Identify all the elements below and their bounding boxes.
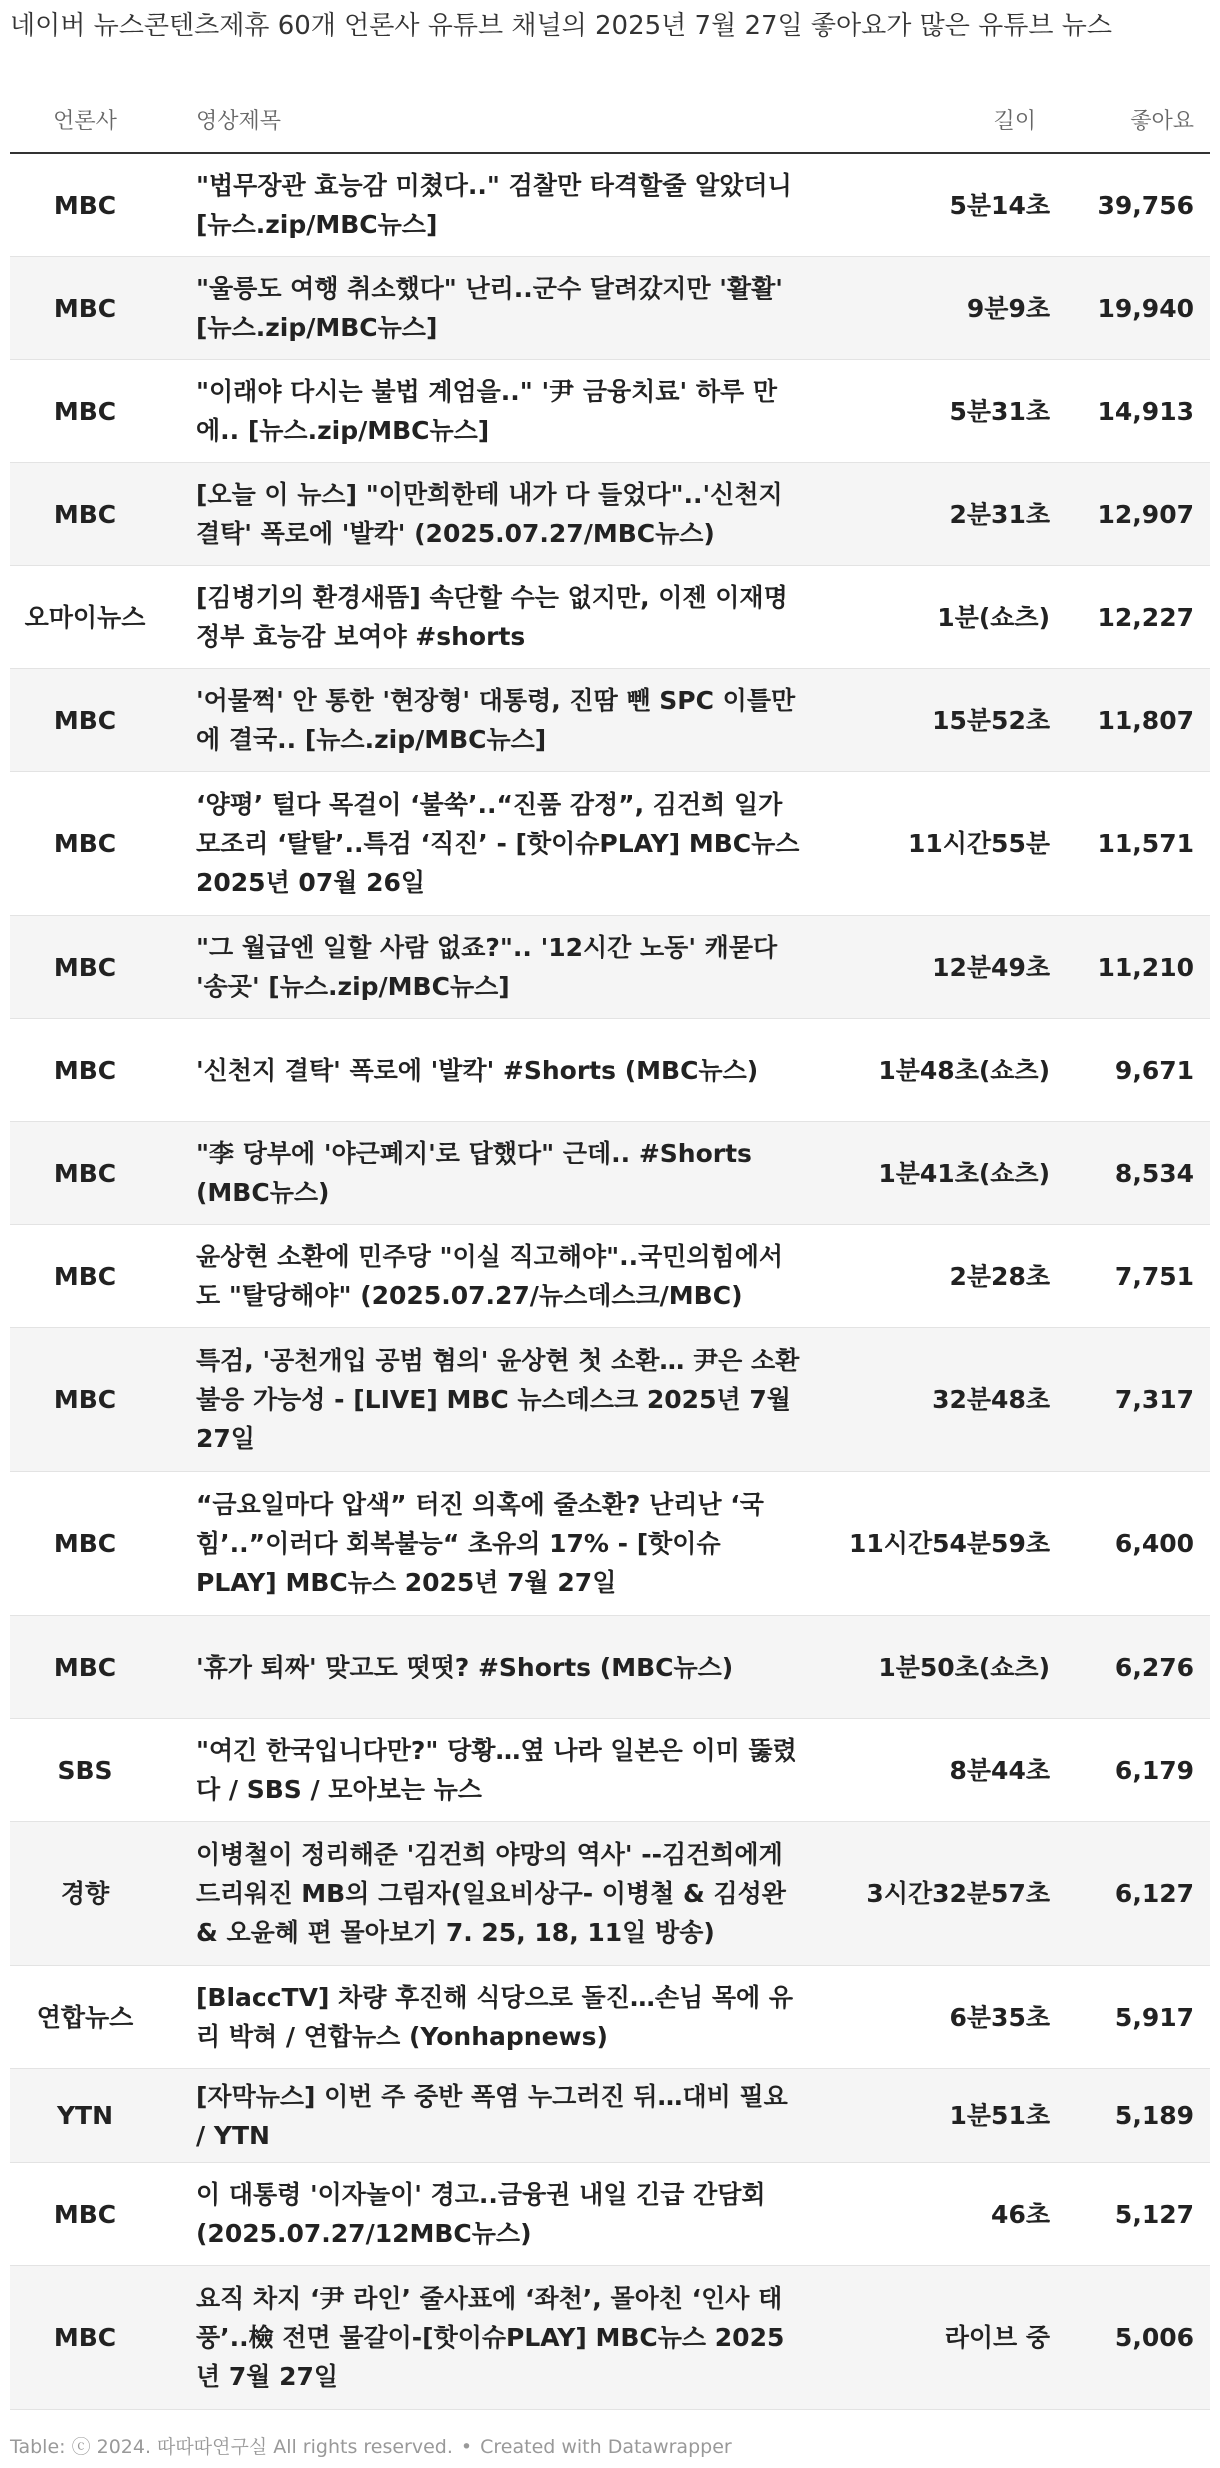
likes-cell: 7,751 — [1114, 1261, 1194, 1291]
length-cell: 8분44초 — [949, 1755, 1050, 1785]
video-title-cell: [오늘 이 뉴스] "이만희한테 내가 다 들었다"..'신천지 결탁' 폭로에 '발칵' (2025.07.27/MBC뉴스) — [196, 480, 783, 548]
table-row — [10, 1122, 1210, 1225]
length-cell: 15분52초 — [932, 705, 1050, 735]
outlet-cell: MBC — [53, 293, 117, 323]
likes-cell: 9,671 — [1114, 1055, 1194, 1085]
outlet-cell: 연합뉴스 — [36, 2002, 134, 2032]
length-cell: 1분(쇼츠) — [937, 602, 1050, 632]
table-row — [10, 2163, 1210, 2266]
outlet-cell: MBC — [53, 2199, 117, 2229]
outlet-cell: 오마이뉴스 — [24, 602, 146, 632]
table-row — [10, 154, 1210, 257]
likes-cell: 12,907 — [1097, 499, 1194, 529]
likes-cell: 11,210 — [1097, 952, 1194, 982]
video-title-cell: “금요일마다 압색” 터진 의혹에 줄소환? 난리난 ‘국힘’..”이러다 회복불능“ 초유의 17% - [핫이슈PLAY] MBC뉴스 2025년 7월 27일 — [196, 1490, 764, 1597]
table-row — [10, 360, 1210, 463]
length-cell: 12분49초 — [932, 952, 1050, 982]
outlet-cell: MBC — [53, 829, 117, 858]
length-cell: 5분14초 — [949, 190, 1050, 220]
video-title-cell: ‘양평’ 털다 목걸이 ‘불쑥’..“진품 감정”, 김건희 일가 모조리 ‘탈탈’..특검 ‘직진’ - [핫이슈PLAY] MBC뉴스 2025년 07월 26일 — [196, 790, 800, 897]
length-cell: 1분48초(쇼츠) — [878, 1055, 1050, 1085]
likes-cell: 5,006 — [1114, 2323, 1194, 2352]
video-title-cell: [김병기의 환경새뜸] 속단할 수는 없지만, 이젠 이재명 정부 효능감 보여야 #shorts — [196, 583, 788, 651]
length-cell: 1분51초 — [949, 2101, 1050, 2130]
likes-cell: 6,400 — [1114, 1529, 1194, 1558]
length-cell: 2분28초 — [949, 1261, 1050, 1291]
footer-created-with: Created with Datawrapper — [480, 2436, 732, 2458]
likes-cell: 8,534 — [1114, 1158, 1194, 1188]
likes-cell: 11,571 — [1097, 829, 1194, 858]
outlet-cell: MBC — [53, 396, 117, 426]
video-title-cell: '신천지 결탁' 폭로에 '발칵' #Shorts (MBC뉴스) — [196, 1055, 759, 1085]
length-cell: 1분50초(쇼츠) — [878, 1652, 1050, 1682]
column-header-likes: 좋아요 — [1130, 108, 1194, 134]
length-cell: 9분9초 — [966, 293, 1050, 323]
length-cell: 2분31초 — [949, 499, 1050, 529]
table-row — [10, 566, 1210, 669]
table-row — [10, 257, 1210, 360]
page-title: 네이버 뉴스콘텐츠제휴 60개 언론사 유튜브 채널의 2025년 7월 27일 좋아요가 많은 유튜브 뉴스 — [10, 11, 1112, 41]
column-header-video-title: 영상제목 — [196, 108, 282, 134]
table-row — [10, 2266, 1210, 2410]
table-row — [10, 1225, 1210, 1328]
table-row — [10, 463, 1210, 566]
length-cell: 5분31초 — [949, 396, 1050, 426]
video-title-cell: 요직 차지 ‘尹 라인’ 줄사표에 ‘좌천’, 몰아친 ‘인사 태풍’..檢 전면 물갈이-[핫이슈PLAY] MBC뉴스 2025년 7월 27일 — [196, 2284, 785, 2391]
video-title-cell: "그 월급엔 일할 사람 없죠?".. '12시간 노동' 캐묻다 '송곳' [뉴스.zip/MBC뉴스] — [196, 933, 778, 1001]
length-cell: 라이브 중 — [944, 2323, 1050, 2352]
column-header-outlet: 언론사 — [53, 108, 117, 134]
table-row — [10, 669, 1210, 772]
length-cell: 1분41초(쇼츠) — [878, 1158, 1050, 1188]
outlet-cell: SBS — [57, 1755, 113, 1785]
outlet-cell: MBC — [53, 1055, 117, 1085]
table-row — [10, 1472, 1210, 1616]
video-title-cell: [BlaccTV] 차량 후진해 식당으로 돌진…손님 목에 유리 박혀 / 연합뉴스 (Yonhapnews) — [196, 1983, 794, 2051]
likes-cell: 5,189 — [1114, 2101, 1194, 2130]
outlet-cell: MBC — [53, 705, 117, 735]
table-row — [10, 916, 1210, 1019]
video-title-cell: [자막뉴스] 이번 주 중반 폭염 누그러진 뒤…대비 필요 / YTN — [196, 2081, 788, 2150]
video-title-cell: '휴가 퇴짜' 맞고도 떳떳? #Shorts (MBC뉴스) — [196, 1652, 734, 1682]
length-cell: 32분48초 — [932, 1385, 1050, 1414]
outlet-cell: MBC — [53, 190, 117, 220]
column-header-length: 길이 — [993, 108, 1036, 134]
table-row — [10, 2069, 1210, 2163]
outlet-cell: MBC — [53, 499, 117, 529]
video-title-cell: "이래야 다시는 불법 계엄을.." '尹 금융치료' 하루 만에.. [뉴스.zip/MBC뉴스] — [196, 377, 777, 445]
outlet-cell: MBC — [53, 1158, 117, 1188]
likes-cell: 6,276 — [1114, 1652, 1194, 1682]
video-title-cell: 윤상현 소환에 민주당 "이실 직고해야"..국민의힘에서도 "탈당해야" (2025.07.27/뉴스데스크/MBC) — [196, 1242, 784, 1310]
table-row — [10, 1616, 1210, 1719]
video-title-cell: 이병철이 정리해준 '김건희 야망의 역사' --김건희에게 드리워진 MB의 그림자(일요비상구- 이병철 & 김성완 & 오윤혜 편 몰아보기 7. 25, 18, 11일 방송) — [196, 1840, 786, 1947]
footer-credit: Table: ⓒ 2024. 따따따연구실 All rights reserved. — [10, 2436, 453, 2458]
table-body — [10, 154, 1210, 2410]
table-row — [10, 772, 1210, 916]
outlet-cell: 경향 — [60, 1879, 110, 1908]
table-header — [10, 86, 1210, 154]
likes-cell: 5,917 — [1114, 2002, 1194, 2032]
table-footer — [10, 2432, 732, 2459]
length-cell: 46초 — [991, 2199, 1050, 2229]
likes-cell: 14,913 — [1097, 396, 1194, 426]
length-cell: 11시간54분59초 — [849, 1529, 1050, 1558]
outlet-cell: YTN — [56, 2101, 114, 2130]
video-title-cell: "여긴 한국입니다만?" 당황…옆 나라 일본은 이미 뚫렸다 / SBS / 모아보는 뉴스 — [196, 1736, 797, 1804]
video-title-cell: "울릉도 여행 취소했다" 난리..군수 달려갔지만 '활활' [뉴스.zip/MBC뉴스] — [196, 274, 783, 342]
video-title-cell: "법무장관 효능감 미쳤다.." 검찰만 타격할줄 알았더니 [뉴스.zip/MBC뉴스] — [196, 171, 792, 239]
table-row — [10, 1719, 1210, 1822]
outlet-cell: MBC — [53, 2323, 117, 2352]
video-title-cell: "李 당부에 '야근폐지'로 답했다" 근데.. #Shorts (MBC뉴스) — [196, 1139, 752, 1207]
length-cell: 6분35초 — [949, 2002, 1050, 2032]
video-title-cell: 이 대통령 '이자놀이' 경고..금융권 내일 긴급 간담회 (2025.07.27/12MBC뉴스) — [196, 2180, 766, 2248]
outlet-cell: MBC — [53, 1529, 117, 1558]
likes-cell: 19,940 — [1097, 293, 1194, 323]
outlet-cell: MBC — [53, 1261, 117, 1291]
likes-cell: 7,317 — [1114, 1385, 1194, 1414]
likes-cell: 6,179 — [1114, 1755, 1194, 1785]
table-row — [10, 1328, 1210, 1472]
likes-cell: 6,127 — [1114, 1879, 1194, 1908]
video-title-cell: '어물쩍' 안 통한 '현장형' 대통령, 진땀 뺀 SPC 이틀만에 결국.. [뉴스.zip/MBC뉴스] — [196, 686, 796, 754]
length-cell: 3시간32분57초 — [866, 1879, 1050, 1908]
table-row — [10, 1966, 1210, 2069]
table-row — [10, 1019, 1210, 1122]
likes-table — [10, 86, 1210, 2410]
table-row — [10, 1822, 1210, 1966]
video-title-cell: 특검, '공천개입 공범 혐의' 윤상현 첫 소환… 尹은 소환 불응 가능성 - [LIVE] MBC 뉴스데스크 2025년 7월 27일 — [196, 1346, 800, 1453]
likes-cell: 11,807 — [1097, 705, 1194, 735]
likes-cell: 12,227 — [1097, 602, 1194, 632]
likes-cell: 39,756 — [1097, 190, 1194, 220]
outlet-cell: MBC — [53, 1652, 117, 1682]
length-cell: 11시간55분 — [907, 829, 1050, 858]
outlet-cell: MBC — [53, 1385, 117, 1414]
likes-cell: 5,127 — [1114, 2199, 1194, 2229]
footer-separator: • — [460, 2436, 473, 2458]
outlet-cell: MBC — [53, 952, 117, 982]
